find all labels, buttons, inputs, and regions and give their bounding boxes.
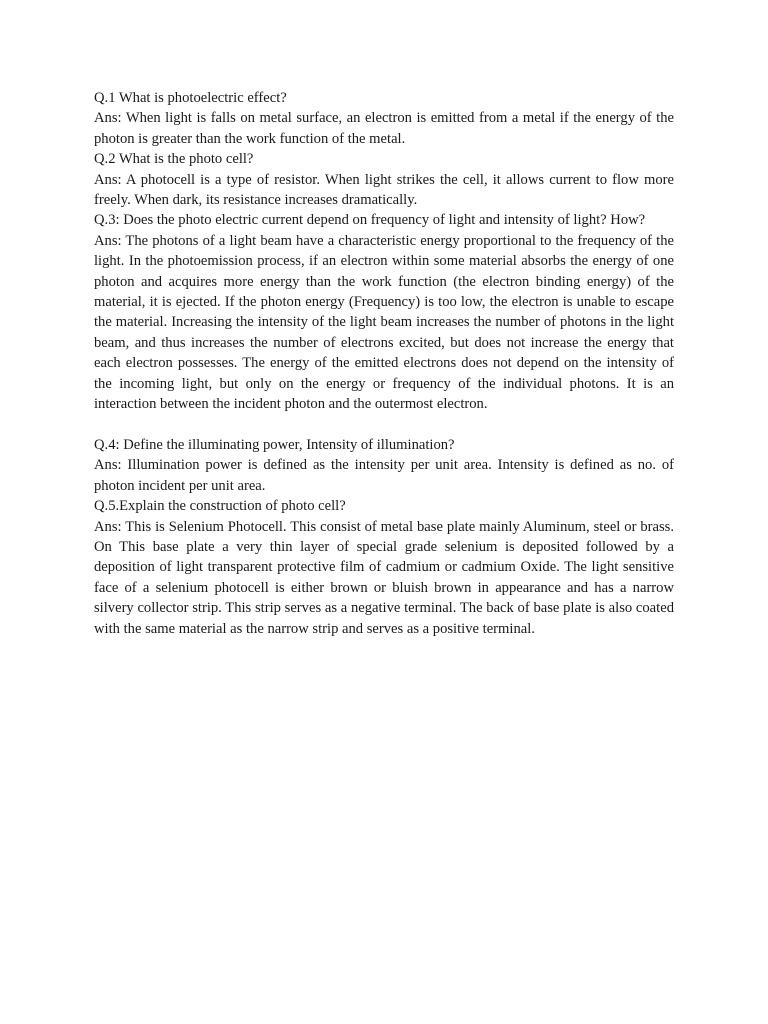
answer-1: Ans: When light is falls on metal surface, an electron is emitted from a metal if the energy of the photon is greater than the work function of the metal. [94, 110, 674, 147]
answer-5: Ans: This is Selenium Photocell. This consist of metal base plate mainly Aluminum, steel or brass. On This base plate a very thin layer of special grade selenium is deposited followed by a deposition of light transparent protective film of cadmium or cadmium Oxide. The light sensitive face of a selenium photocell is either brown or bluish brown in appearance and has a narrow silvery collector strip. This strip serves as a negative terminal. The back of base plate is also coated with the same material as the narrow strip and serves as a positive terminal. [94, 518, 674, 637]
qa-item-3 [94, 210, 674, 414]
qa-item-4 [94, 435, 674, 496]
answer-2: Ans: A photocell is a type of resistor. When light strikes the cell, it allows current to flow more freely. When dark, its resistance increases dramatically. [94, 171, 674, 209]
answer-4: Ans: Illumination power is defined as the intensity per unit area. Intensity is defined as no. of photon incident per unit area. [94, 457, 674, 494]
question-5: Q.5.Explain the construction of photo cell? [94, 498, 346, 515]
question-1: Q.1 What is photoelectric effect? [94, 90, 287, 106]
question-2: Q.2 What is the photo cell? [94, 151, 254, 168]
question-3: Q.3: Does the photo electric current depend on frequency of light and intensity of light? How? [94, 212, 646, 229]
blank-line [94, 415, 674, 435]
question-4: Q.4: Define the illuminating power, Intensity of illumination? [94, 436, 455, 453]
qa-item-5 [94, 496, 674, 639]
qa-item-2 [94, 149, 674, 210]
qa-item-1 [94, 88, 674, 149]
answer-3: Ans: The photons of a light beam have a characteristic energy proportional to the frequency of the light. In the photoemission process, if an electron within some material absorbs the energy of one photon and acquires more energy than the work function (the electron binding energy) of the material, it is ejected. If the photon energy (Frequency) is too low, the electron is unable to escape the material. Increasing the intensity of the light beam increases the number of photons in the light beam, and thus increases the number of electrons excited, but does not increase the energy that each electron possesses. The energy of the emitted electrons does not depend on the intensity of the incoming light, but only on the energy or frequency of the individual photons. It is an interaction between the incident photon and the outermost electron. [94, 232, 674, 413]
